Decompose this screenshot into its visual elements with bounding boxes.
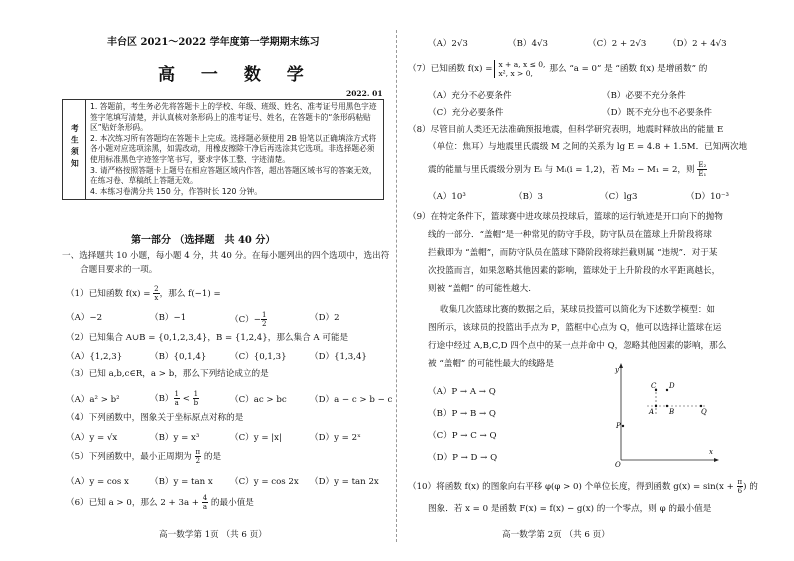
option-a[interactable]: （A）充分不必要条件	[428, 91, 512, 101]
exam-date: 2022. 01	[346, 89, 383, 98]
subject-title: 高 一 数 学	[158, 65, 314, 85]
notes-heading: 考生须知	[63, 100, 86, 200]
question-6-options	[428, 37, 727, 49]
option-d[interactable]: （D）P → D → Q	[428, 453, 498, 463]
y-axis-label: y	[615, 366, 619, 374]
option-b[interactable]: （B）3	[514, 192, 543, 202]
option-a[interactable]: （A）10³	[428, 192, 466, 202]
point-d	[666, 389, 668, 391]
option-c[interactable]: （C）{0,1,3}	[230, 352, 287, 362]
exam-title: 丰台区 2021～2022 学年度第一学期期末练习	[107, 37, 320, 48]
part1-instruction: 一、选择题共 10 小题，每小题 4 分，共 40 分。在每小题列出的四个选项中，选出符	[62, 251, 390, 261]
question-2-stem: （2）已知集合 A∪B = {0,1,2,3,4}，B = {1,2,4}，那么集合 A 可能是	[66, 333, 349, 343]
question-9-para: 收集几次篮球比赛的数据之后，某球员投篮可以简化为下述数学模型：如	[440, 305, 716, 315]
option-b[interactable]: （B）P → B → Q	[428, 409, 496, 419]
question-6-stem: （6）已知 a > 0，那么 2 + 3a + $\frac{4}{a}$ 的最小值是	[66, 494, 254, 511]
question-10-line2: 图象．若 x = 0 是函数 F(x) = f(x) − g(x) 的一个零点，则 φ 的最小值是	[428, 504, 712, 514]
label-d: D	[669, 382, 675, 390]
x-axis-label: x	[709, 448, 713, 456]
point-b	[666, 405, 668, 407]
option-d[interactable]: （D）既不充分也不必要条件	[602, 108, 713, 118]
question-9-line: 次投篮而言，如果忽略其他因素的影响，篮球处于上升阶段的水平距离越长，	[428, 266, 721, 276]
option-a[interactable]: （A）{1,2,3}	[66, 352, 123, 362]
question-9-para: 行途中经过 A,B,C,D 四个点中的某一点并命中 Q，忽略其他因素的影响，那么	[428, 341, 727, 351]
notes-table	[62, 99, 384, 200]
option-d[interactable]: （D）{1,3,4}	[310, 352, 367, 362]
question-9-line: 线的一部分．“盖帽”是一种常见的防守手段，防守队员在篮球上升阶段将球	[428, 230, 712, 240]
question-1-options	[66, 311, 340, 328]
option-b[interactable]: （B）y = x³	[150, 433, 200, 443]
option-a[interactable]: （A）y = √x	[66, 433, 118, 443]
option-a[interactable]: （A）2√3	[428, 39, 468, 49]
question-9-line: 拦截即为 “盖帽”，而防守队员在篮球下降阶段将球拦截则属 “违规”．对于某	[428, 248, 718, 258]
x-axis-arrow-icon	[714, 458, 719, 462]
part1-instruction-cont: 合题目要求的一项。	[80, 265, 158, 275]
option-b[interactable]: （B）y = tan x	[150, 477, 213, 487]
question-7-options-row2	[428, 106, 712, 118]
point-q	[700, 405, 702, 407]
option-c[interactable]: （C）y = |x|	[230, 433, 282, 443]
label-a: A	[649, 408, 655, 416]
option-a[interactable]: （A）−2	[66, 313, 103, 323]
note-item: 4. 本练习卷满分共 150 分，作答时长 120 分钟。	[90, 186, 262, 196]
option-a[interactable]: （A）a² > b²	[66, 394, 120, 405]
label-p: P	[616, 422, 621, 430]
fraction: $\frac{2}{x}$	[154, 285, 159, 302]
label-q: Q	[701, 408, 707, 416]
page-divider	[396, 30, 397, 542]
part1-title: 第一部分 （选择题 共 40 分）	[131, 235, 276, 246]
option-a[interactable]: （A）P → A → Q	[428, 387, 496, 397]
option-a[interactable]: （A）y = cos x	[66, 477, 129, 487]
option-d[interactable]: （D）2	[310, 313, 340, 323]
left-page	[0, 0, 396, 561]
question-8-line2: （单位：焦耳）与地震里氏震级 M 之间的关系为 lg E = 4.8 + 1.5M．已知两次地	[428, 142, 748, 152]
question-8-options	[428, 190, 729, 202]
question-1-stem: （1）已知函数 f(x) = $\frac{2}{x}$ ，那么 f(−1) =	[66, 285, 221, 302]
option-c[interactable]: （C）ac > bc	[230, 394, 287, 405]
question-3-stem: （3）已知 a,b,c∈R，a > b，那么下列结论成立的是	[66, 369, 269, 379]
piecewise-brace: x + a, x ≤ 0, x², x > 0,	[494, 60, 545, 78]
label-c: C	[651, 382, 657, 390]
option-c[interactable]: （C）y = cos 2x	[230, 477, 299, 487]
notes-body	[86, 100, 384, 200]
question-8-line3: 震的能量与里氏震级分别为 Eᵢ 与 Mᵢ(i = 1,2)，若 M₂ − M₁ = 2，则 $\frac{\text{E₂}}{\text{E₁}}$	[428, 161, 707, 178]
option-d[interactable]: （D）y = tan 2x	[310, 477, 379, 487]
question-4-stem: （4）下列函数中，图象关于坐标原点对称的是	[66, 413, 244, 423]
footer-right: 高一数学第 2页 （共 6 页）	[502, 530, 610, 540]
option-b[interactable]: （B） $\frac{1}{a}$ < $\frac{1}{b}$	[150, 390, 199, 407]
y-axis-arrow-icon	[619, 363, 623, 368]
question-4-options	[66, 431, 361, 443]
option-b[interactable]: （B）−1	[150, 313, 187, 323]
question-7-options-row1	[428, 89, 686, 101]
label-b: B	[669, 408, 675, 416]
question-10-line1: （10）将函数 f(x) 的图象向右平移 φ(φ > 0) 个单位长度，得到函数 g(x) = sin(x + $\frac{\pi}{6}$ ) 的	[408, 478, 758, 495]
option-b[interactable]: （B）{0,1,4}	[150, 352, 207, 362]
option-d[interactable]: （D）a − c > b − c	[310, 394, 393, 405]
footer-left: 高一数学第 1页 （共 6 页）	[159, 530, 267, 540]
option-b[interactable]: （B）4√3	[508, 39, 548, 49]
option-d[interactable]: （D）y = 2ˣ	[310, 433, 361, 443]
question-8-line1: （8）尽管目前人类还无法准确预报地震，但科学研究表明，地震时释放出的能量 E	[408, 125, 724, 135]
question-9-para: 图所示，该球员的投篮出手点为 P，篮框中心点为 Q，他可以选择让篮球在运	[428, 323, 722, 333]
option-c[interactable]: （C）P → C → Q	[428, 431, 497, 441]
option-d[interactable]: （D）2 + 4√3	[668, 39, 727, 49]
question-5-stem: （5）下列函数中，最小正周期为 $\frac{\pi}{2}$ 的是	[66, 448, 222, 465]
option-c[interactable]: （C）− $\frac{1}{2}$	[230, 311, 267, 328]
right-page	[398, 0, 794, 561]
question-7-stem: （7）已知函数 f(x) = x + a, x ≤ 0, x², x > 0, 那么 “a = 0” 是 “函数 f(x) 是增函数” 的	[408, 60, 708, 78]
point-a	[655, 405, 657, 407]
option-b[interactable]: （B）必要不充分条件	[602, 91, 686, 101]
question-2-options	[66, 350, 367, 362]
question-9-line: （9）在特定条件下，篮球赛中进攻球员投球后，篮球的运行轨迹是开口向下的抛物	[408, 212, 723, 222]
note-item: 2. 本次练习所有答题均在答题卡上完成。选择题必须使用 2B 铅笔以正确填涂方式将各小题对应选项涂黑，如需改动，用橡皮擦除干净后再选涂其它选项。非选择题必须使用标准黑色字迹签字笔书写，要求字体工整、字迹清楚。	[90, 133, 377, 164]
basketball-diagram	[595, 362, 720, 467]
question-5-options	[66, 475, 379, 487]
question-9-para: 被 “盖帽” 的可能性最大的线路是	[428, 359, 554, 369]
origin-label: O	[615, 461, 621, 467]
question-9-line: 则被 “盖帽” 的可能性越大.	[428, 284, 531, 294]
option-c[interactable]: （C）2 + 2√3	[588, 39, 647, 49]
option-c[interactable]: （C）lg3	[600, 192, 638, 202]
note-item: 3. 请严格按照答题卡上题号在相应答题区域内作答，超出答题区域书写的答案无效，在练习卷、草稿纸上答题无效。	[90, 165, 377, 186]
option-c[interactable]: （C）充分必要条件	[428, 108, 504, 118]
point-p	[622, 425, 624, 427]
note-item: 1. 答题前，考生务必先将答题卡上的学校、年级、班级、姓名、准考证号用黑色字迹签字笔填写清楚，并认真核对条形码上的准考证号、姓名，在答题卡的“条形码粘贴区”贴好条形码。	[90, 102, 377, 133]
question-3-options	[66, 390, 392, 407]
option-d[interactable]: （D）10⁻³	[686, 192, 729, 202]
